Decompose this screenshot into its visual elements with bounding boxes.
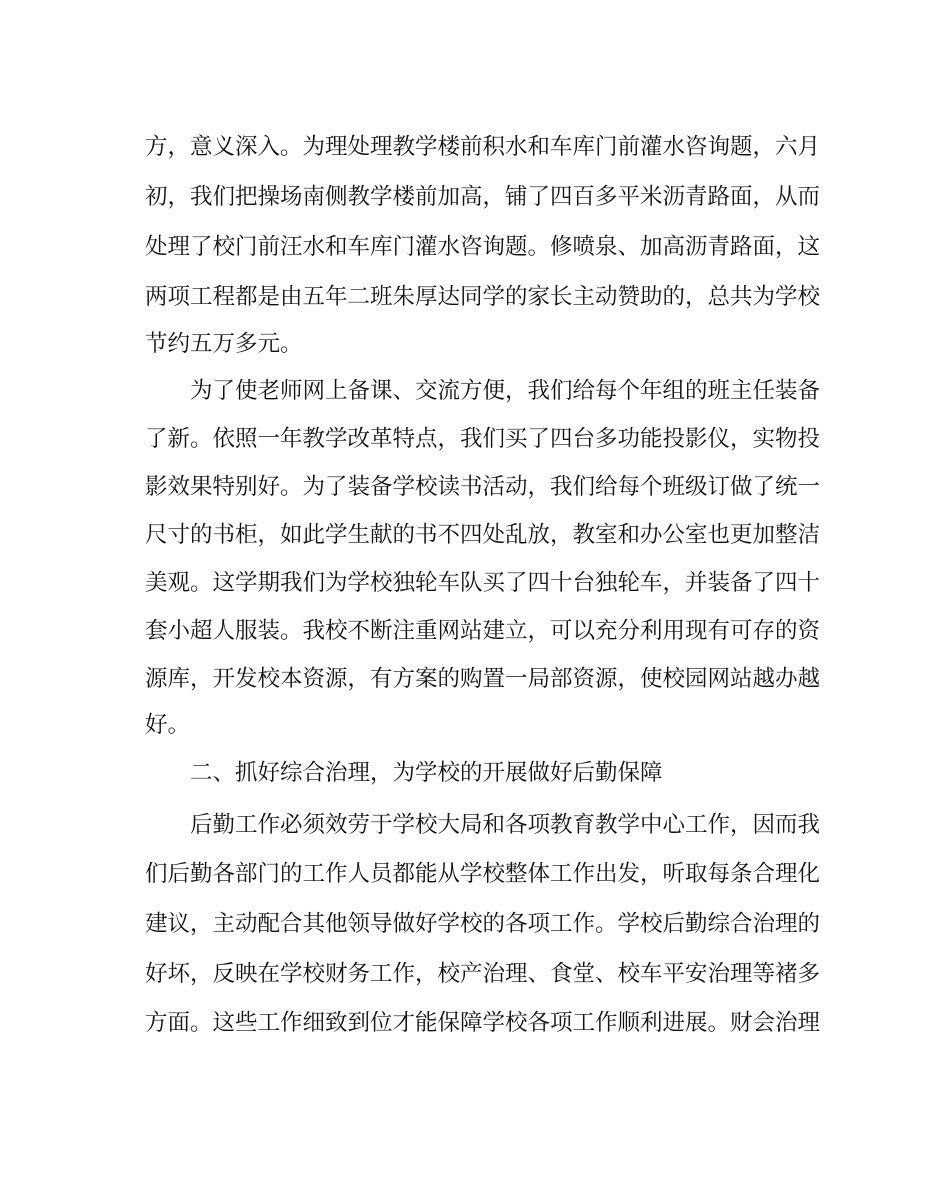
text-line: 后勤工作必须效劳于学校大局和各项教育教学中心工作，因而我 [190,812,821,838]
text-line: 套小超人服装。我校不断注重网站建立，可以充分利用现有可存的资 [145,618,821,644]
text-line: 源库，开发校本资源，有方案的购置一局部资源，使校园网站越办越 [145,666,821,692]
section-heading: 二、抓好综合治理，为学校的开展做好后勤保障 [190,760,663,786]
text-line: 方，意义深入。为理处理教学楼前积水和车库门前灌水咨询题，六月 [145,134,821,160]
text-line: 处理了校门前汪水和车库门灌水咨询题。修喷泉、加高沥青路面，这 [145,234,821,260]
text-line: 们后勤各部门的工作人员都能从学校整体工作出发，听取每条合理化 [145,861,821,887]
text-line: 了新。依照一年教学改革特点，我们买了四台多功能投影仪，实物投 [145,426,821,452]
text-line: 节约五万多元。 [145,331,303,357]
text-line: 两项工程都是由五年二班朱厚达同学的家长主动赞助的，总共为学校 [145,284,821,310]
text-line: 方面。这些工作细致到位才能保障学校各项工作顺利进展。财会治理 [145,1010,821,1036]
text-line: 好坏，反映在学校财务工作，校产治理、食堂、校车平安治理等褚多 [145,961,821,987]
text-line: 美观。这学期我们为学校独轮车队买了四十台独轮车，并装备了四十 [145,570,821,596]
text-line: 初，我们把操场南侧教学楼前加高，铺了四百多平米沥青路面，从而 [145,184,821,210]
text-line: 尺寸的书柜，如此学生献的书不四处乱放，教室和办公室也更加整洁 [145,522,821,548]
text-line: 影效果特别好。为了装备学校读书活动，我们给每个班级订做了统一 [145,474,821,500]
text-line: 为了使老师网上备课、交流方便，我们给每个年组的班主任装备 [190,378,821,404]
text-line: 建议，主动配合其他领导做好学校的各项工作。学校后勤综合治理的 [145,911,821,937]
text-line: 好。 [145,712,191,738]
